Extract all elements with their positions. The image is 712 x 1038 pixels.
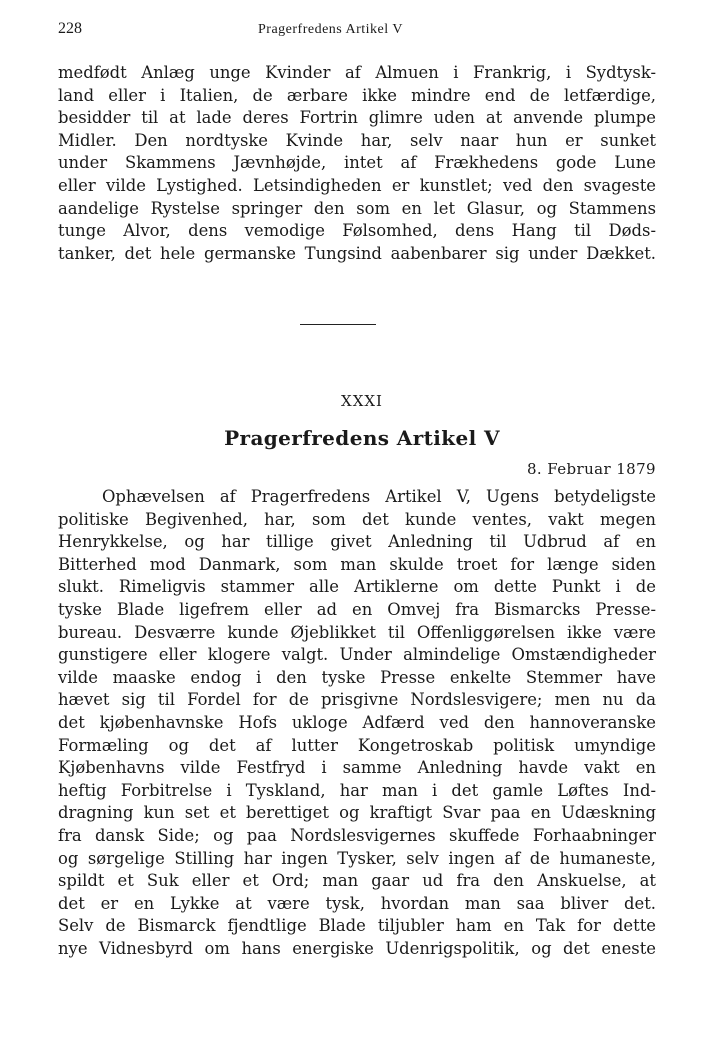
text-line: Bitterhed mod Danmark, som man skulde troet for længe siden <box>58 554 656 574</box>
text-line: gunstigere eller klogere valgt. Under almindelige Omstændigheder <box>58 645 656 665</box>
running-title: Pragerfredens Artikel V <box>258 22 403 37</box>
text-line: Selv de Bismarck fjendtlige Blade tiljubler ham en Tak for dette <box>58 916 656 936</box>
text-line: eller vilde Lystighed. Letsindigheden er kunstlet; ved den svageste <box>58 175 656 195</box>
text-line: bureau. Desværre kunde Øjeblikket til Offenliggørelsen ikke være <box>58 622 656 642</box>
text-line: dragning kun set et berettiget og kraftigt Svar paa en Udæskning <box>58 803 656 823</box>
text-line: land eller i Italien, de ærbare ikke mindre end de letfærdige, <box>58 85 656 105</box>
text-line: fra dansk Side; og paa Nordslesvigernes skuffede Forhaabninger <box>58 825 656 845</box>
text-line: Ophævelsen af Pragerfredens Artikel V, Ugens betydeligste <box>102 487 656 506</box>
text-line: og sørgelige Stilling har ingen Tysker, selv ingen af de humaneste, <box>58 848 656 868</box>
chapter-date: 8. Februar 1879 <box>526 460 656 478</box>
continued-paragraph <box>58 62 656 265</box>
text-line: under Skammens Jævnhøjde, intet af Frækhedens gode Lune <box>58 153 656 173</box>
text-line: det er en Lykke at være tysk, hvordan man saa bliver det. <box>58 893 656 913</box>
text-line: besidder til at lade deres Fortrin glimre uden at anvende plumpe <box>58 108 656 128</box>
text-line: tunge Alvor, dens vemodige Følsomhed, dens Hang til Døds- <box>58 221 656 241</box>
text-line: heftig Forbitrelse i Tyskland, har man i det gamle Løftes Ind- <box>58 780 656 800</box>
text-line: Kjøbenhavns vilde Festfryd i samme Anledning havde vakt en <box>58 758 656 778</box>
text-line: medfødt Anlæg unge Kvinder af Almuen i Frankrig, i Sydtysk- <box>58 63 656 82</box>
text-line: spildt et Suk eller et Ord; man gaar ud fra den Anskuelse, at <box>58 871 656 891</box>
text-line: det kjøbenhavnske Hofs ukloge Adfærd ved den hannoveranske <box>58 712 656 732</box>
text-line: Midler. Den nordtyske Kvinde har, selv naar hun er sunket <box>58 130 656 150</box>
text-line: hævet sig til Fordel for de prisgivne Nordslesvigere; men nu da <box>58 690 656 710</box>
main-paragraph <box>58 486 656 960</box>
running-head <box>58 20 656 44</box>
text-line: slukt. Rimeligvis stammer alle Artiklerne om dette Punkt i de <box>58 577 656 597</box>
section-divider <box>300 324 376 325</box>
text-line: vilde maaske endog i den tyske Presse enkelte Stemmer have <box>58 667 656 687</box>
text-line: Formæling og det af lutter Kongetroskab politisk umyndige <box>58 735 656 755</box>
chapter-title: Pragerfredens Artikel V <box>224 426 500 450</box>
text-line: Henrykkelse, og har tillige givet Anledning til Udbrud af en <box>58 532 656 552</box>
text-line: aandelige Rystelse springer den som en let Glasur, og Stammens <box>58 198 656 218</box>
text-line: tanker, det hele germanske Tungsind aabenbarer sig under Dækket. <box>58 243 656 263</box>
page-number: 228 <box>58 20 82 37</box>
text-line: tyske Blade ligefrem eller ad en Omvej fra Bismarcks Presse- <box>58 599 656 619</box>
text-line: politiske Begivenhed, har, som det kunde ventes, vakt megen <box>58 509 656 529</box>
chapter-number: XXXI <box>341 392 383 410</box>
text-line: nye Vidnesbyrd om hans energiske Udenrigspolitik, og det eneste <box>58 938 656 958</box>
